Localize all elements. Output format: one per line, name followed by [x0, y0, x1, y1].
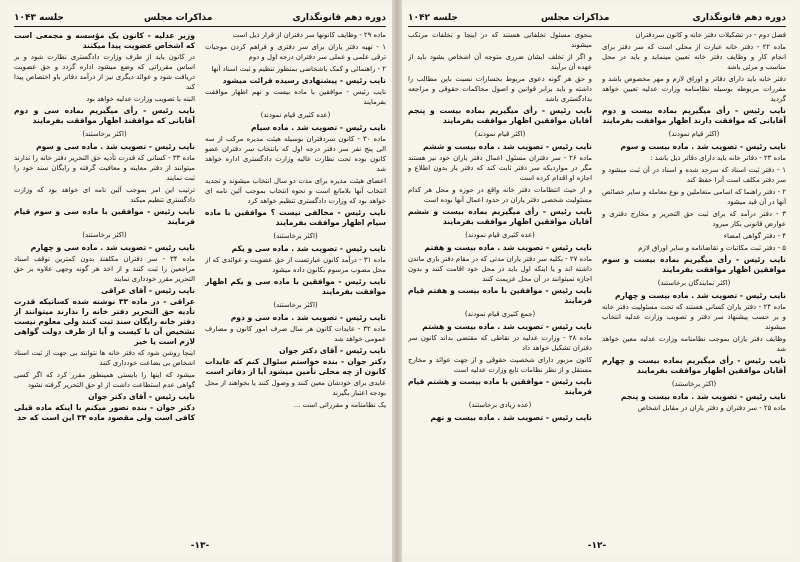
vote-note: (اکثر قیام نمودند) — [474, 130, 526, 138]
vote-note: (عده زیادی برخاستند) — [468, 401, 532, 409]
left-page — [8, 6, 392, 554]
speaker-line: نایب رئیس - موافقین با ماده سی و سوم قیام فرمایند — [14, 207, 195, 226]
vote-note: (عده کثیری قیام نمودند) — [465, 231, 535, 239]
right-page-number: -۱۲- — [587, 541, 607, 551]
body-paragraph: ۲ - راهنمائی و کمک باشخاصی بمنظور تنظیم و ثبت اسناد آنها — [211, 65, 386, 73]
left-page-number: -۱۳- — [190, 541, 210, 551]
speaker-line: نایب رئیس - آقای دکتر جوان — [88, 392, 195, 401]
speaker-line: نایب رئیس - آقای عراقی — [101, 286, 195, 295]
body-paragraph: و از حیث انتظامات دفتر خانه واقع در حوزه و محل هر کدام مسئولیت شخصی دفتر یاران در حدود اعمال آنها بوده است — [408, 186, 592, 204]
speaker-line: نایب رئیس - رأی میگیریم بماده بیست و سوم موافقین اظهار موافقت بفرمایند — [602, 255, 786, 274]
body-paragraph: عایدی برای خودشان معین کنند و وصول کنند یا بخواهند از محل بودجه اعتبار بگیرند — [205, 379, 386, 397]
body-paragraph: دفتر خانه باید دارای دفاتر و اوراق لازم و مهر مخصوص باشد و مقررات مربوطه بوسیله نظامنامه وزارت عدلیه تعیین خواهد گردید — [602, 75, 786, 103]
vote-note: (اکثر برخاستند) — [82, 130, 127, 138]
body-paragraph: ۲ - دفتر راهنما که اسامی متعاملین و نوع معامله و سایر خصائص آنها در آن قید میشود — [602, 188, 786, 206]
body-paragraph: ۱ - دفتر ثبت اسناد که سرحد شده و اسناد در آن ثبت میشود و سر دفتر مکلف است آنرا حفظ کند — [602, 166, 786, 184]
right-session-label: جلسه ۱۰۴۲ — [408, 13, 458, 23]
body-paragraph: نایب رئیس - موافقین با ماده بیست و نهم اظهار موافقت بفرمایند — [205, 88, 386, 106]
speaker-line: نایب رئیس - آقای دکتر جوان — [279, 346, 386, 355]
body-paragraph: وظایف دفتر یاران بموجب نظامنامه وزارت عدلیه معین خواهد شد — [602, 335, 786, 353]
speaker-line: نایب رئیس - تصویب شد . ماده سی و دوم — [230, 313, 386, 322]
speaker-line: نایب رئیس - تصویب شد . ماده بیست و هفتم — [424, 243, 592, 252]
book-gutter — [392, 0, 402, 562]
right-page-columns — [408, 30, 786, 538]
speaker-line: نایب رئیس - تصویب شد . ماده سی و سوم — [36, 142, 195, 151]
body-paragraph: البته با تصویب وزارت عدلیه خواهد بود — [86, 95, 195, 103]
body-paragraph: ماده ۲۸ - وزارت عدلیه در نقاطی که مقتضی بداند کانون سر دفتران تشکیل خواهد داد — [408, 334, 592, 352]
vote-note: (اکثر نمایندگان برخاستند) — [657, 279, 731, 287]
speaker-line: نایب رئیس - موافقین با ماده بیست و هفتم قیام فرمایند — [408, 286, 592, 305]
body-paragraph: ماده ۲۴ - دفتر یاران کسانی هستند که تحت مسئولیت دفتر خانه و بر حسب پیشنهاد سر دفتر و تصویب وزارت عدلیه انتخاب میشوند — [602, 303, 786, 331]
speaker-line: نایب رئیس - تصویب شد . ماده بیست و سوم — [620, 142, 786, 151]
body-paragraph: میشود که اینها را بایستی همینطور مقرر کرد که اگر کسی گواهی عدم استطاعت داشت از او حق التحریر گرفته نشود — [14, 371, 195, 389]
vote-note: (اکثر برخاستند) — [82, 231, 127, 239]
speaker-line: نایب رئیس - رأی میگیریم بماده بیست و چهارم آقایان موافقین اظهار موافقت بفرمایند — [602, 356, 786, 375]
body-paragraph: ماده ۲۳ - دفاتر خانه باید دارای دفاتر ذیل باشد : — [650, 154, 786, 162]
body-paragraph: ۱ - تهیه دفتر یاران برای سر دفتری و فراهم کردن موجبات ترقی علمی و عملی سر دفتران درجه اول و دوم — [205, 43, 386, 61]
body-paragraph: کانون مزبور دارای شخصیت حقوقی و از جهت عوائد و مخارج مستقل و از نظر نظامات تابع وزارت عدلیه است — [408, 356, 592, 374]
body-paragraph: ۴ - دفتر گواهی امضاء — [723, 232, 786, 240]
speaker-line: نایب رئیس - پیشنهادی رسیده قرائت میشود — [222, 76, 386, 85]
vote-note: (اکثر قیام نمودند) — [668, 130, 720, 138]
speaker-line: نایب رئیس - مخالفی نیست ؟ موافقین با ماده سیام اظهار موافقت بفرمایند — [205, 208, 386, 227]
right-page-right-column — [602, 30, 786, 538]
body-paragraph: اعضای هیئت مدیره برای مدت دو سال انتخاب میشوند و تجدید انتخاب آنها بلامانع است و نحوه انتخاب بموجب آئین نامه ای خواهد بود که وزارت دادگستری تنظیم خواهد کرد — [205, 177, 386, 205]
speaker-line: نایب رئیس - تصویب شد . ماده بیست و چهارم — [615, 291, 786, 300]
speaker-line: نایب رئیس - تصویب شد . ماده سی و یکم — [231, 244, 386, 253]
right-page-header — [408, 10, 786, 27]
speaker-line: نایب رئیس - تصویب شد . ماده سی و چهارم — [30, 243, 195, 252]
left-page-left-column — [14, 30, 195, 538]
body-paragraph: ماده ۳۱ - درآمد کانون عبارتست از حق عضویت و عوائدی که از محل مصوب مرسوم بکانون داده میشود — [205, 256, 386, 274]
right-term-label: دوره دهم قانونگذاری — [692, 13, 786, 23]
body-paragraph: ماده ۳۰ - کانون سردفتران بوسیله هیئت مدیره مرکب از سه الی پنج نفر سر دفتر درجه اول که بانتخاب سر دفتران عضو کانون بوده تحت نظارت عالیه وزارت دادگستری اداره خواهد شد — [205, 135, 386, 173]
speaker-line: نایب رئیس - تصویب شد . ماده سیام — [251, 123, 386, 132]
body-paragraph: فصل دوم - در تشکیلات دفتر خانه و کانون سردفتران — [635, 31, 786, 39]
speaker-line: وزیر عدلیه - کانون یک مؤسسه و مجمعی است که اشخاص عضویت پیدا میکنند — [14, 31, 195, 50]
vote-note: (اکثر برخاستند) — [273, 301, 318, 309]
left-page-header — [14, 10, 386, 27]
body-paragraph: ماده ۲۲ - دفتر خانه عبارت از محلی است که سر دفتر برای انجام کار و وظایف دفتر خانه تعیین مینماید و باید در محل مناسب و مرئی باشد — [602, 43, 786, 71]
speaker-line: نایب رئیس - تصویب شد . ماده بیست و پنجم — [620, 392, 786, 401]
body-paragraph: بنحوی مسئول تخلفاتی هستند که در اینجا و تخلفات مرتکب میشوند — [408, 31, 592, 49]
body-paragraph: ۳ - دفتر درآمد که برای ثبت حق التحریر و مخارج دفتری و عوارض قانونی بکار میرود — [602, 210, 786, 228]
vote-note: (اکثر برخاستند) — [671, 380, 717, 388]
right-page-left-column — [408, 30, 592, 538]
vote-note: (عده کثیری قیام نمودند) — [260, 111, 331, 119]
speaker-line: نایب رئیس - تصویب شد . ماده بیست و ششم — [423, 142, 592, 151]
body-paragraph: یک نظامنامه و مقرراتی است ... — [293, 401, 386, 409]
body-paragraph: و اگر از تخلف ایشان ضرری متوجه آن اشخاص بشود باید از عهده آن برآیند — [408, 53, 592, 71]
body-paragraph: اینجا روشن شود که دفتر خانه ها نتوانند بی جهت از ثبت اسناد اشخاص بی بضاعت خودداری کنند — [14, 349, 195, 367]
speaker-line: دکتر جوان - بنده خواستم سئوال کنم که عایدات کانون از چه محلی تأمین میشود آیا از دفاتر است — [205, 357, 386, 376]
right-title-label: مذاکرات مجلس — [541, 13, 610, 23]
body-paragraph: ماده ۳۳ - کسانی که قدرت تأدیه حق التحریر دفتر خانه را ندارند میتوانند از دفتر معاینه و معافیت گرفته و رایگان سند خود را ثبت نمایند — [14, 154, 195, 182]
left-page-right-column — [205, 30, 386, 538]
speaker-line: نایب رئیس - رأی میگیریم بماده سی و دوم آقایانی که موافقند اظهار موافقت بفرمایند — [14, 106, 195, 125]
speaker-line: دکتر جوان - بنده تصور میکنم با اینکه ماده قبلی کافی است ولی مقصود ماده ۳۴ این است که حد — [14, 403, 195, 422]
body-paragraph: ماده ۳۴ - سر دفتران مکلفند بدون کمترین توقف اسناد مراجعین را ثبت کنند و از اخذ هر گونه وجهی علاوه بر حق التحریر مقرر خودداری نمایند — [14, 255, 195, 283]
left-page-columns — [14, 30, 386, 538]
body-paragraph: ماده ۲۶ - سر دفتران مسئول اعمال دفتر یاران خود نیز هستند مگر در مواردیکه سر دفتر ثابت کند که دفتر یار بدون اطلاع و اجازه او اقدام کرده است — [408, 154, 592, 182]
speaker-line: نایب رئیس - تصویب شد . ماده بیست و نهم — [430, 413, 592, 422]
speaker-line: عراقی - در ماده ۳۳ نوشته شده کسانیکه قدرت تأدیه حق التحریر دفتر خانه را ندارند میتوانند از دفتر خانه رایگان سند ثبت کنند ولی معلوم نیست تشخیص آن با کیست و آیا از طرف دولت گواهی لازم است یا خیر — [14, 297, 195, 346]
left-title-label: مذاکرات مجلس — [144, 13, 213, 23]
speaker-line: نایب رئیس - موافقین با ماده سی و یکم اظهار موافقت بفرمایند — [205, 277, 386, 296]
left-term-label: دوره دهم قانونگذاری — [292, 13, 386, 23]
body-paragraph: ماده ۲۵ - سر دفتران و دفتر یاران در مقابل اشخاص — [637, 404, 786, 412]
body-paragraph: ماده ۲۷ - بکلیه سر دفتر یاران مدتی که در مقام دفتر یاری ماندن داشته اند و یا اینکه اول باید در محل خود اقامت کنند و بدون اجازه نمیتوانند در آن محل عزیمت کنند — [408, 255, 592, 283]
body-paragraph: ماده ۲۹ - وظایف کانونها سر دفتران از قرار ذیل است — [232, 31, 386, 39]
body-paragraph: در کانون باید از طرف وزارت دادگستری نظارت شود و بر اساس مقرراتی که وضع میشود اداره گردد و حق عضویت دریافت شود و عوائد دیگری نیز از درآمد دفاتر باو اختصاص پیدا کند — [14, 53, 195, 91]
body-paragraph: ۵ - دفتر ثبت مکاتبات و تقاضانامه و سایر اوراق لازم — [638, 244, 786, 252]
vote-note: (جمع کثیری قیام نمودند) — [464, 310, 536, 318]
right-page — [402, 6, 792, 554]
vote-note: (اکثر برخاستند) — [273, 232, 318, 240]
speaker-line: نایب رئیس - رأی میگیریم بماده بیست و دوم آقایانی که موافقت دارند اظهار موافقت بفرمایند — [602, 106, 786, 125]
body-paragraph: ترتیب این امر بموجب آئین نامه ای خواهد بود که وزارت دادگستری تنظیم میکند — [14, 186, 195, 204]
speaker-line: نایب رئیس - رأی میگیریم بماده بیست و ششم آقایان موافقین اظهار موافقت بفرمایند — [408, 207, 592, 226]
speaker-line: نایب رئیس - موافقین با ماده بیست و هشتم قیام فرمایند — [408, 377, 592, 396]
body-paragraph: و حق هر گونه دعوی مربوط بخسارات نسبت باین مطالب را داشته و باید برابر قوانین و اصول محاکمات حقوقی و مراجعه بدادگستری باشد — [408, 75, 592, 103]
speaker-line: نایب رئیس - تصویب شد . ماده بیست و هشتم — [422, 322, 592, 331]
left-session-label: جلسه ۱۰۴۳ — [14, 13, 64, 23]
speaker-line: نایب رئیس - رأی میگیریم بماده بیست و پنجم آقایان موافقین اظهار موافقت بفرمایند — [408, 106, 592, 125]
body-paragraph: ماده ۳۲ - عایدات کانون هر سال صرف امور کانون و مصارف عمومی خواهد شد — [205, 325, 386, 343]
